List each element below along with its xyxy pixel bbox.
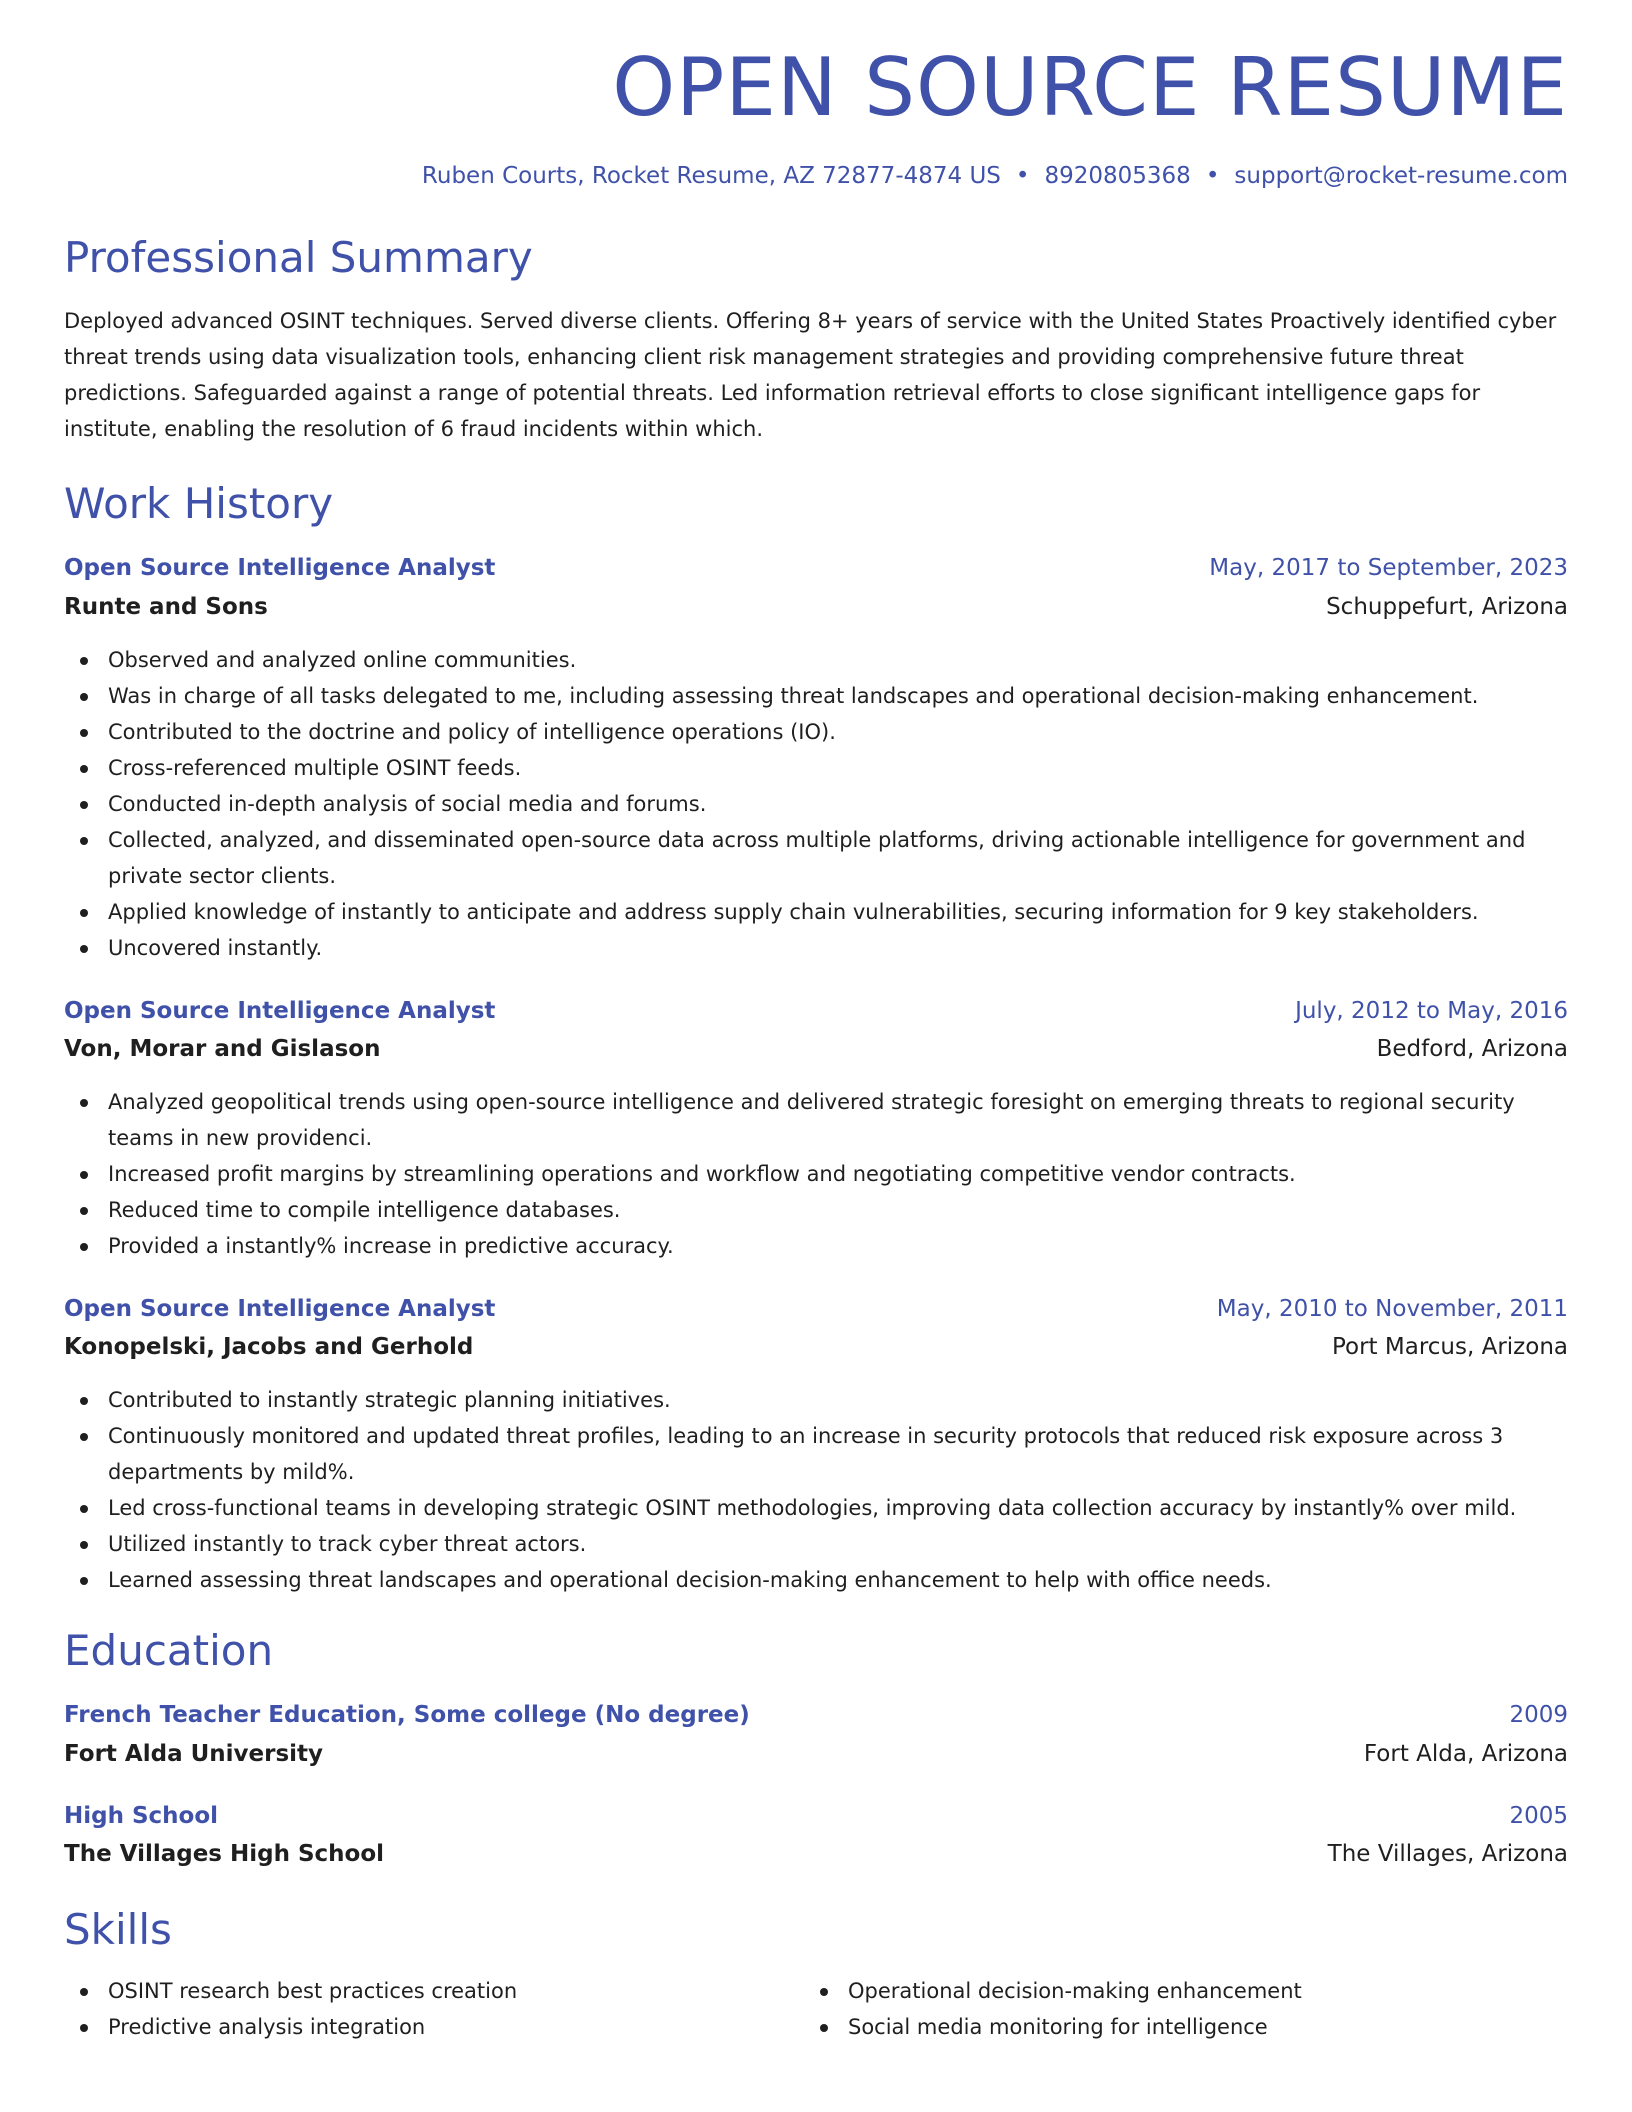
skill-item: Operational decision-making enhancement [804, 1973, 1544, 2009]
school-row [64, 1741, 1568, 1769]
school-location: Fort Alda, Arizona [1363, 1740, 1568, 1767]
contact-separator: • [1205, 163, 1220, 189]
degree-title: French Teacher Education, Some college (No degree) [64, 1702, 750, 1729]
school-name: The Villages High School [64, 1841, 385, 1868]
job-title: Open Source Intelligence Analyst [64, 997, 496, 1024]
job-dates: May, 2017 to September, 2023 [1209, 555, 1568, 582]
job-bullet: Collected, analyzed, and disseminated open-source data across multiple platforms, driving actionable intelligence for government and private sector clients. [64, 822, 1568, 894]
education-entry [64, 1702, 1568, 1768]
contact-email[interactable]: support@rocket-resume.com [1234, 163, 1568, 189]
school-name: Fort Alda University [64, 1740, 324, 1767]
job-bullet: Reduced time to compile intelligence databases. [64, 1192, 1568, 1228]
job-title-row [64, 555, 1568, 583]
degree-title: High School [64, 1802, 219, 1829]
job-bullet: Contributed to instantly strategic planning initiatives. [64, 1382, 1568, 1418]
company-row [64, 1036, 1568, 1064]
skills-grid [64, 1973, 1568, 2045]
job-title: Open Source Intelligence Analyst [64, 555, 496, 582]
job-dates: May, 2010 to November, 2011 [1216, 1295, 1568, 1322]
school-row [64, 1841, 1568, 1869]
job-bullet: Conducted in-depth analysis of social media and forums. [64, 786, 1568, 822]
job-bullet: Observed and analyzed online communities. [64, 642, 1568, 678]
resume-name: OPEN SOURCE RESUME [612, 41, 1568, 134]
education-entry [64, 1803, 1568, 1869]
job-bullet: Was in charge of all tasks delegated to me, including assessing threat landscapes and operational decision-making enhancement. [64, 678, 1568, 714]
contact-address: Ruben Courts, Rocket Resume, AZ 72877-4874 US [421, 163, 1001, 189]
contact-separator: • [1015, 163, 1030, 189]
company-name: Runte and Sons [64, 593, 268, 620]
company-row [64, 1334, 1568, 1362]
degree-row [64, 1803, 1568, 1831]
job-bullet: Cross-referenced multiple OSINT feeds. [64, 750, 1568, 786]
job-entry [64, 998, 1568, 1264]
job-title: Open Source Intelligence Analyst [64, 1295, 496, 1322]
job-bullet: Analyzed geopolitical trends using open-source intelligence and delivered strategic foresight on emerging threats to regional security teams in new providenci. [64, 1084, 1568, 1156]
company-name: Von, Morar and Gislason [64, 1036, 381, 1063]
skill-item: OSINT research best practices creation [64, 1973, 804, 2009]
job-bullet: Led cross-functional teams in developing strategic OSINT methodologies, improving data collection accuracy by instantly% over mild. [64, 1490, 1568, 1526]
skill-item: Social media monitoring for intelligence [804, 2009, 1544, 2045]
job-location: Bedford, Arizona [1376, 1036, 1568, 1063]
job-entry [64, 1296, 1568, 1598]
education-heading: Education [64, 1625, 274, 1675]
summary-text: Deployed advanced OSINT techniques. Served diverse clients. Offering 8+ years of service with the United States Proactively identified cyber threat trends using data visualization tools, enhancing client risk management strategies and providing comprehensive future threat predictions. Safeguarded against a range of potential threats. Led information retrieval efforts to close significant intelligence gaps for institute, enabling the resolution of 6 fraud incidents within which. [64, 308, 1557, 441]
job-location: Port Marcus, Arizona [1331, 1334, 1568, 1361]
job-dates: July, 2012 to May, 2016 [1295, 997, 1568, 1024]
contact-line [64, 163, 1568, 191]
job-bullet: Learned assessing threat landscapes and operational decision-making enhancement to help with office needs. [64, 1562, 1568, 1598]
job-bullets [64, 642, 1568, 966]
company-row [64, 594, 1568, 622]
job-title-row [64, 998, 1568, 1026]
job-bullets [64, 1084, 1568, 1264]
skills-column-left [64, 1973, 804, 2045]
job-entry [64, 555, 1568, 965]
graduation-year: 2005 [1509, 1802, 1568, 1829]
job-bullets [64, 1382, 1568, 1598]
job-bullet: Increased profit margins by streamlining operations and workflow and negotiating competitive vendor contracts. [64, 1156, 1568, 1192]
job-bullet: Applied knowledge of instantly to anticipate and address supply chain vulnerabilities, securing information for 9 key stakeholders. [64, 894, 1568, 930]
job-bullet: Contributed to the doctrine and policy of intelligence operations (IO). [64, 714, 1568, 750]
job-bullet: Continuously monitored and updated threat profiles, leading to an increase in security protocols that reduced risk exposure across 3 departments by mild%. [64, 1418, 1568, 1490]
school-location: The Villages, Arizona [1327, 1841, 1568, 1868]
company-name: Konopelski, Jacobs and Gerhold [64, 1334, 474, 1361]
skills-heading: Skills [64, 1904, 172, 1954]
job-location: Schuppefurt, Arizona [1326, 593, 1568, 620]
skill-item: Predictive analysis integration [64, 2009, 804, 2045]
job-bullet: Uncovered instantly. [64, 930, 1568, 966]
degree-row [64, 1702, 1568, 1730]
summary-heading: Professional Summary [64, 232, 533, 282]
skills-column-right [804, 1973, 1544, 2045]
work-history-heading: Work History [64, 478, 334, 528]
job-bullet: Utilized instantly to track cyber threat actors. [64, 1526, 1568, 1562]
contact-phone: 8920805368 [1044, 163, 1191, 189]
job-title-row [64, 1296, 1568, 1324]
job-bullet: Provided a instantly% increase in predictive accuracy. [64, 1228, 1568, 1264]
graduation-year: 2009 [1509, 1702, 1568, 1729]
